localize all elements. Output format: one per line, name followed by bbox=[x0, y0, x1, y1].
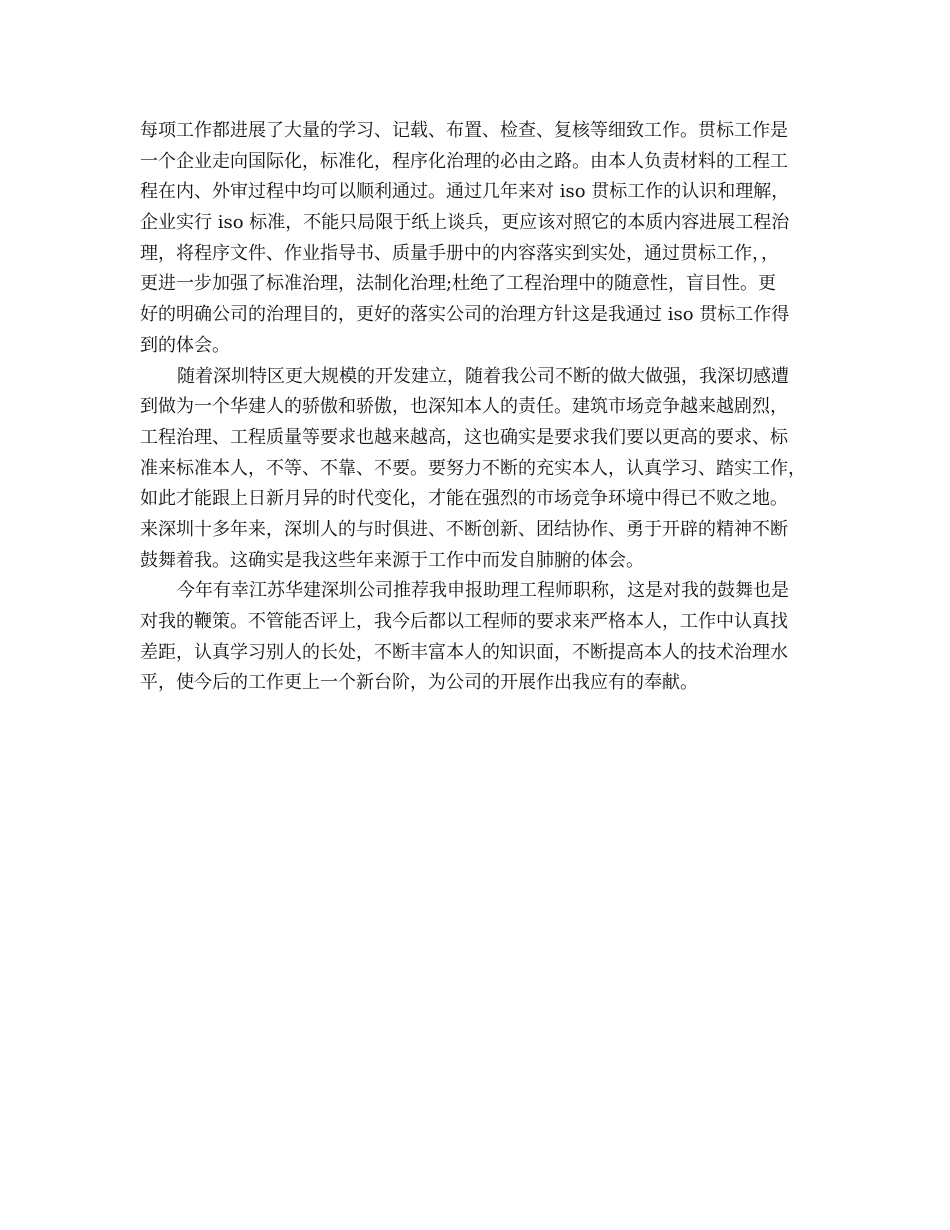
text-line: 鼓舞着我。这确实是我这些年来源于工作中而发自肺腑的体会。 bbox=[140, 549, 644, 571]
text-line: 程在内、外审过程中均可以顺利通过。通过几年来对 iso 贯标工作的认识和理解， bbox=[140, 181, 790, 203]
text-line: 好的明确公司的治理目的，更好的落实公司的治理方针这是我通过 iso 贯标工作得 bbox=[140, 304, 790, 326]
text-line: 准来标准本人，不等、不靠、不要。要努力不断的充实本人，认真学习、踏实工作， bbox=[140, 457, 806, 479]
text-line: 平，使今后的工作更上一个新台阶，为公司的开展作出我应有的奉献。 bbox=[140, 672, 698, 694]
paragraph-engineer-application bbox=[140, 576, 830, 699]
text-line: 来深圳十多年来，深圳人的与时俱进、不断创新、团结协作、勇于开辟的精神不断 bbox=[140, 518, 788, 540]
paragraph-shenzhen-development bbox=[140, 362, 830, 577]
text-line: 到做为一个华建人的骄傲和骄傲，也深知本人的责任。建筑市场竞争越来越剧烈， bbox=[140, 396, 788, 418]
text-line: 到的体会。 bbox=[140, 334, 230, 356]
text-line: 更进一步加强了标准治理，法制化治理;杜绝了工程治理中的随意性，盲目性。更 bbox=[140, 273, 777, 295]
paragraph-iso-standard bbox=[140, 116, 830, 362]
text-line: 如此才能跟上日新月异的时代变化，才能在强烈的市场竞争环境中得已不败之地。 bbox=[140, 488, 788, 510]
text-line: 理，将程序文件、作业指导书、质量手册中的内容落实到实处，通过贯标工作，， bbox=[140, 242, 779, 264]
text-line: 一个企业走向国际化，标准化，程序化治理的必由之路。由本人负责材料的工程工 bbox=[140, 150, 788, 172]
text-line: 企业实行 iso 标准，不能只局限于纸上谈兵，更应该对照它的本质内容进展工程治 bbox=[140, 212, 790, 234]
text-line: 随着深圳特区更大规模的开发建立，随着我公司不断的做大做强，我深切感遭 bbox=[177, 365, 789, 387]
document-body bbox=[140, 116, 830, 699]
text-line: 对我的鞭策。不管能否评上，我今后都以工程师的要求来严格本人，工作中认真找 bbox=[140, 611, 788, 632]
text-line: 差距，认真学习别人的长处，不断丰富本人的知识面，不断提高本人的技术治理水 bbox=[140, 641, 788, 663]
text-line: 今年有幸江苏华建深圳公司推荐我申报助理工程师职称，这是对我的鼓舞也是 bbox=[177, 580, 789, 602]
text-line: 工程治理、工程质量等要求也越来越高，这也确实是要求我们要以更高的要求、标 bbox=[140, 426, 788, 448]
text-line: 每项工作都进展了大量的学习、记载、布置、检查、复核等细致工作。贯标工作是 bbox=[140, 120, 788, 141]
